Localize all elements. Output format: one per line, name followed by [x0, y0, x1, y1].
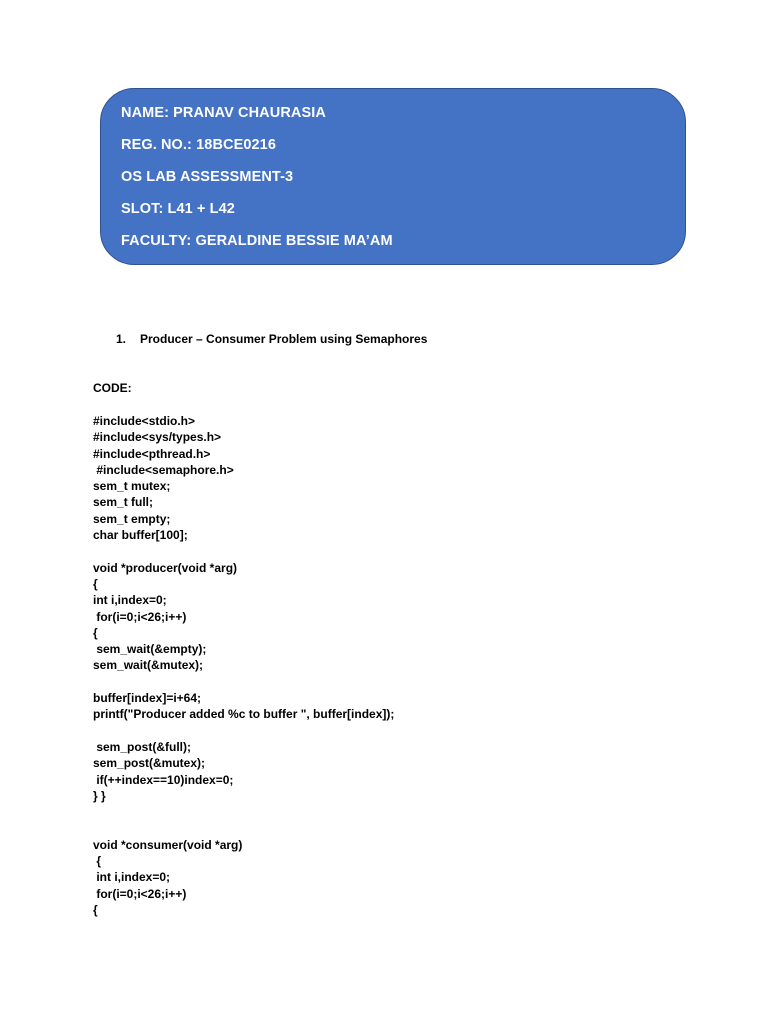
list-item-number: 1.: [116, 332, 127, 346]
student-name: NAME: PRANAV CHAURASIA: [121, 105, 326, 121]
code-block: [93, 413, 394, 918]
code-line: [93, 543, 394, 559]
code-line: sem_post(&mutex);: [93, 756, 206, 771]
code-line: int i,index=0;: [93, 593, 167, 608]
code-line: #include<pthread.h>: [93, 446, 211, 461]
code-label: CODE:: [93, 381, 132, 395]
list-item-text: Producer – Consumer Problem using Semaphores: [140, 332, 428, 346]
code-line: sem_post(&full);: [93, 739, 192, 754]
code-line: printf("Producer added %c to buffer ", buffer[index]);: [93, 707, 395, 722]
code-line: sem_wait(&empty);: [93, 642, 207, 657]
header-box: [100, 88, 686, 265]
slot-info: SLOT: L41 + L42: [121, 201, 235, 217]
code-line: [93, 804, 394, 820]
code-line: {: [93, 576, 98, 591]
registration-number: REG. NO.: 18BCE0216: [121, 137, 277, 153]
code-line: for(i=0;i<26;i++): [93, 886, 187, 901]
code-line: if(++index==10)index=0;: [93, 772, 234, 787]
code-line: int i,index=0;: [93, 870, 171, 885]
code-line: {: [93, 854, 102, 869]
code-line: {: [93, 902, 98, 917]
code-line: {: [93, 625, 98, 640]
code-line: [93, 723, 394, 739]
code-line: #include<sys/types.h>: [93, 430, 222, 445]
code-line: [93, 820, 394, 836]
code-line: [93, 674, 394, 690]
code-line: for(i=0;i<26;i++): [93, 609, 187, 624]
code-line: sem_t empty;: [93, 511, 171, 526]
code-line: void *producer(void *arg): [93, 560, 238, 575]
assessment-title: OS LAB ASSESSMENT-3: [121, 169, 294, 185]
code-line: } }: [93, 788, 106, 803]
code-line: char buffer[100];: [93, 528, 188, 543]
code-line: void *consumer(void *arg): [93, 837, 243, 852]
list-item: [116, 332, 427, 346]
code-line: buffer[index]=i+64;: [93, 691, 202, 706]
code-line: sem_t mutex;: [93, 479, 171, 494]
faculty-info: FACULTY: GERALDINE BESSIE MA’AM: [121, 233, 393, 249]
code-line: #include<semaphore.h>: [93, 462, 234, 477]
code-line: sem_t full;: [93, 495, 154, 510]
code-line: #include<stdio.h>: [93, 414, 196, 428]
code-line: sem_wait(&mutex);: [93, 658, 204, 673]
